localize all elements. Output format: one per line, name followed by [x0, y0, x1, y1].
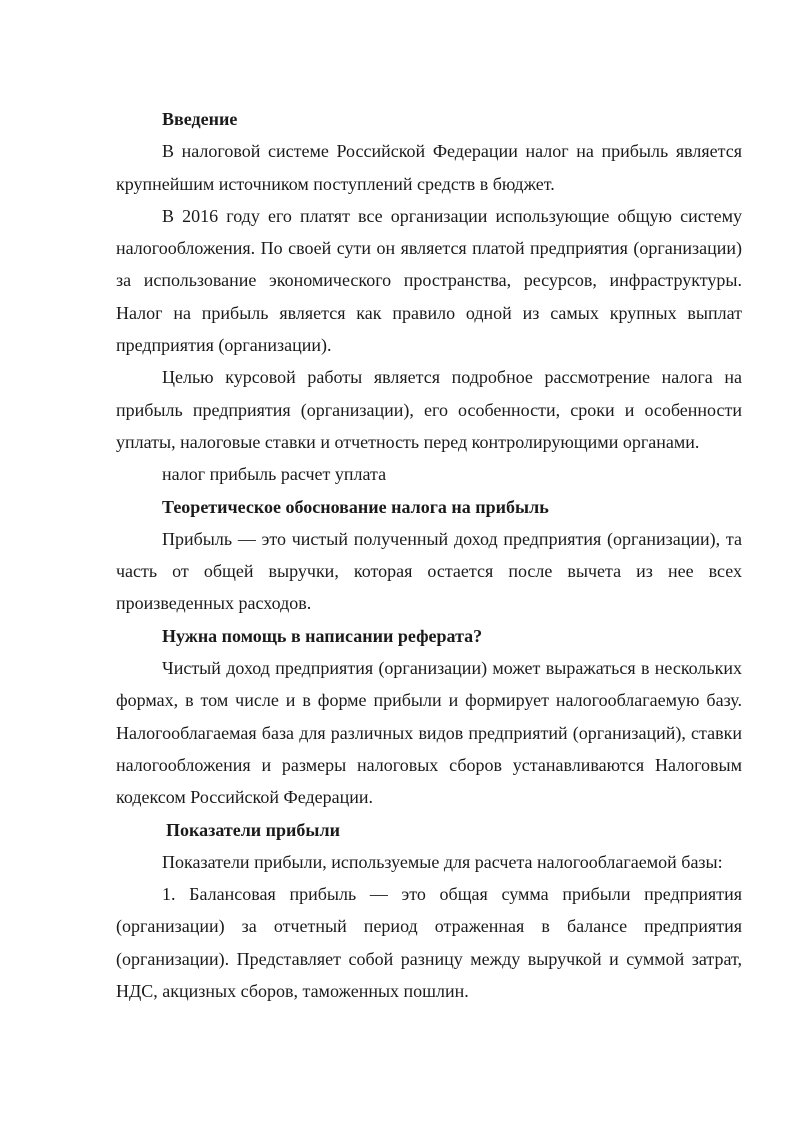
document-body	[116, 103, 742, 1007]
heading-introduction: Введение	[162, 109, 238, 129]
paragraph: В налоговой системе Российской Федерации налог на прибыль является крупнейшим источником поступлений средств в бюджет.	[116, 141, 742, 194]
paragraph-keywords: налог прибыль расчет уплата	[162, 464, 387, 485]
paragraph: Целью курсовой работы является подробное рассмотрение налога на прибыль предприятия (организации), его особенности, сроки и особенности уплаты, налоговые ставки и отчетность перед контролирующими органами.	[116, 367, 742, 452]
paragraph: В 2016 году его платят все организации использующие общую систему налогообложения. По своей сути он является платой предприятия (организации) за использование экономического пространства, ресурсов, инфраструктуры. Налог на прибыль является как правило одной из самых крупных выплат предприятия (организации).	[116, 205, 742, 356]
paragraph: Показатели прибыли, используемые для расчета налогооблагаемой базы:	[162, 851, 723, 872]
heading-help: Нужна помощь в написании реферата?	[162, 625, 483, 646]
paragraph: Прибыль — это чистый полученный доход предприятия (организации), та часть от общей выручки, которая остается после вычета из нее всех произведенных расходов.	[116, 528, 742, 614]
heading-profit-indicators: Показатели прибыли	[166, 819, 340, 840]
heading-theory: Теоретическое обоснование налога на прибыль	[162, 496, 549, 517]
paragraph: Чистый доход предприятия (организации) может выражаться в нескольких формах, в том числе и в форме прибыли и формирует налогооблагаемую базу. Налогооблагаемая база для различных видов предприятий (организаций), ставки налогообложения и размеры налоговых сборов устанавливаются Налоговым кодексом Российской Федерации.	[116, 658, 742, 808]
paragraph: 1. Балансовая прибыль — это общая сумма прибыли предприятия (организации) за отчетный период отраженная в балансе предприятия (организации). Представляет собой разницу между выручкой и суммой затрат, НДС, акцизных сборов, таможенных пошлин.	[116, 884, 742, 1002]
